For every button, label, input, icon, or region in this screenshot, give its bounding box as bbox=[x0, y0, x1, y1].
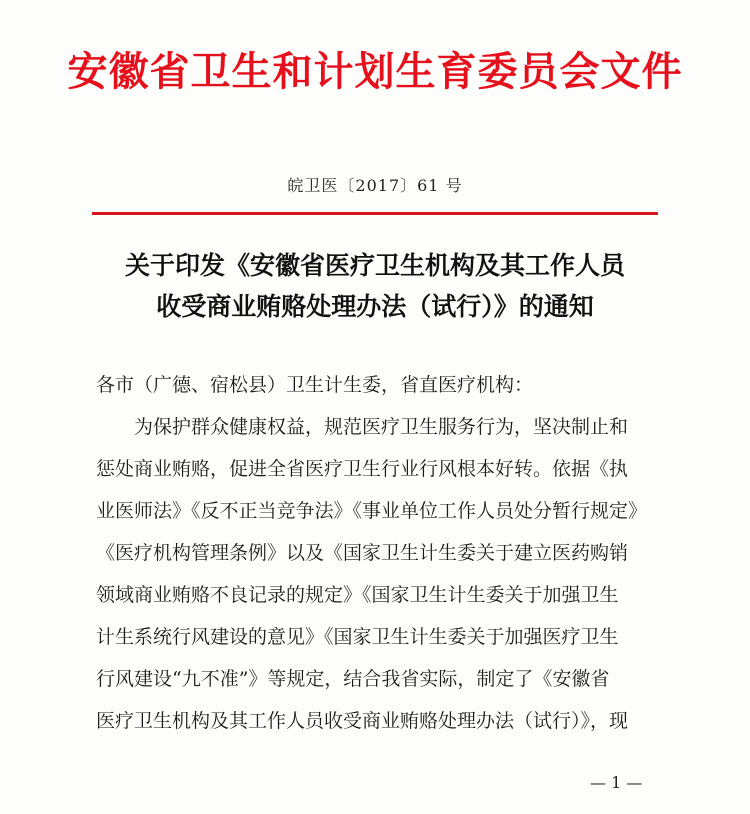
body-text-line: 业医师法》《反不正当竞争法》《事业单位工作人员处分暂行规定》 bbox=[96, 500, 648, 522]
document-header-title: 安徽省卫生和计划生育委员会文件 bbox=[67, 49, 683, 95]
page-number: — 1 — bbox=[590, 773, 643, 792]
body-text-line: 为保护群众健康权益，规范医疗卫生服务行为，坚决制止和 bbox=[134, 416, 629, 438]
body-text-line: 计生系统行风建设的意见》《国家卫生计生委关于加强医疗卫生 bbox=[96, 626, 619, 648]
body-text-line: 医疗卫生机构及其工作人员收受商业贿赂处理办法（试行）》，现 bbox=[96, 710, 629, 732]
body-text-line: 《医疗机构管理条例》以及《国家卫生计生委关于建立医药购销 bbox=[96, 542, 629, 564]
notice-title-line-2: 收受商业贿赂处理办法（试行）》的通知 bbox=[156, 292, 594, 321]
addressee: 各市（广德、宿松县）卫生计生委，省直医疗机构： bbox=[96, 374, 534, 396]
body-text-line: 领域商业贿赂不良记录的规定》《国家卫生计生委关于加强卫生 bbox=[96, 584, 619, 606]
body-text-line: 惩处商业贿赂，促进全省医疗卫生行业行风根本好转。依据《执 bbox=[96, 458, 629, 480]
document-number: 皖卫医〔2017〕61 号 bbox=[287, 176, 463, 195]
red-divider-line bbox=[92, 212, 658, 215]
notice-title-line-1: 关于印发《安徽省医疗卫生机构及其工作人员 bbox=[124, 251, 625, 280]
body-text-line: 行风建设“九不准”》等规定，结合我省实际，制定了《安徽省 bbox=[96, 668, 610, 690]
